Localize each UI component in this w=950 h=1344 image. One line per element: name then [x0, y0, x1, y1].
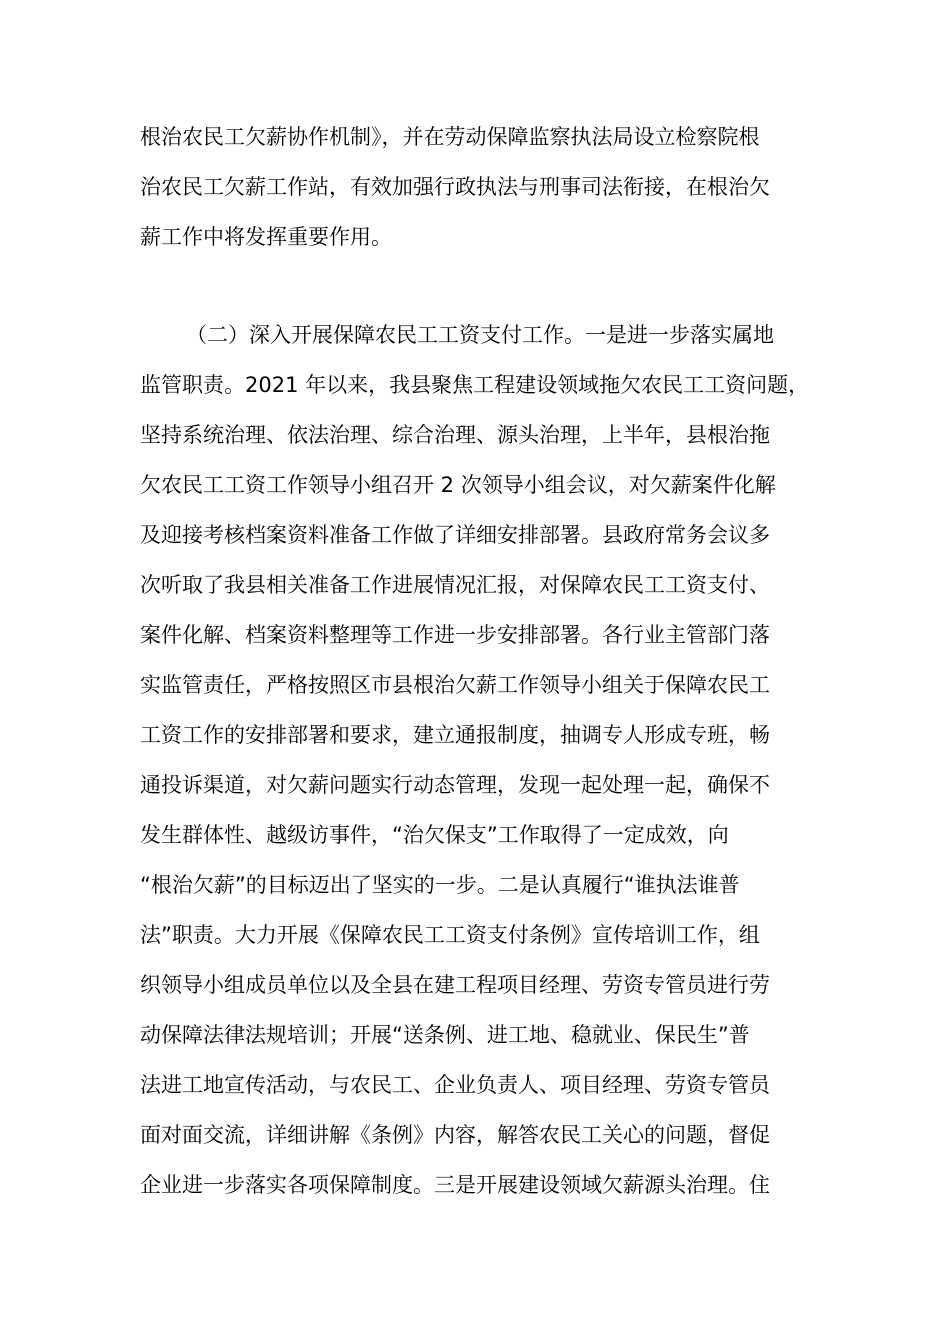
- paragraph-2-line-4: 欠农民工工资工作领导小组召开 2 次领导小组会议，对欠薪案件化解: [140, 473, 776, 497]
- paragraph-2-line-7: 案件化解、档案资料整理等工作进一步安排部署。各行业主管部门落: [140, 623, 770, 647]
- paragraph-1-line-2: 治农民工欠薪工作站，有效加强行政执法与刑事司法衔接，在根治欠: [140, 175, 770, 199]
- paragraph-2-line-17: 面对面交流，详细讲解《条例》内容，解答农民工关心的问题，督促: [140, 1123, 770, 1147]
- paragraph-2-line-11: 发生群体性、越级访事件，“治欠保支”工作取得了一定成效，向: [140, 823, 729, 847]
- paragraph-2-line-13: 法”职责。大力开展《保障农民工工资支付条例》宣传培训工作，组: [140, 923, 760, 947]
- paragraph-2-line-9: 工资工作的安排部署和要求，建立通报制度，抽调专人形成专班，畅: [140, 723, 770, 747]
- paragraph-2-line-16: 法进工地宣传活动，与农民工、企业负责人、项目经理、劳资专管员: [140, 1073, 770, 1097]
- paragraph-2-line-3: 坚持系统治理、依法治理、综合治理、源头治理，上半年，县根治拖: [140, 423, 770, 447]
- paragraph-1-line-3: 薪工作中将发挥重要作用。: [140, 225, 392, 249]
- paragraph-2-line-15: 动保障法律法规培训；开展“送条例、进工地、稳就业、保民生”普: [140, 1023, 750, 1047]
- paragraph-2-line-14: 织领导小组成员单位以及全县在建工程项目经理、劳资专管员进行劳: [140, 973, 770, 997]
- paragraph-2-line-10: 通投诉渠道，对欠薪问题实行动态管理，发现一起处理一起，确保不: [140, 773, 770, 797]
- paragraph-2-line-1: （二）深入开展保障农民工工资支付工作。一是进一步落实属地: [186, 323, 774, 347]
- paragraph-2-line-5: 及迎接考核档案资料准备工作做了详细安排部署。县政府常务会议多: [140, 523, 770, 547]
- paragraph-2-line-6: 次听取了我县相关准备工作进展情况汇报，对保障农民工工资支付、: [140, 573, 770, 597]
- paragraph-2-line-2: 监管职责。2021 年以来，我县聚焦工程建设领域拖欠农民工工资问题，: [140, 373, 810, 397]
- paragraph-1-line-1: 根治农民工欠薪协作机制》，并在劳动保障监察执法局设立检察院根: [140, 125, 760, 149]
- paragraph-2-line-12: “根治欠薪”的目标迈出了坚实的一步。二是认真履行“谁执法谁普: [140, 873, 740, 897]
- paragraph-2-line-8: 实监管责任，严格按照区市县根治欠薪工作领导小组关于保障农民工: [140, 673, 770, 697]
- paragraph-2-line-18: 企业进一步落实各项保障制度。三是开展建设领域欠薪源头治理。住: [140, 1173, 770, 1197]
